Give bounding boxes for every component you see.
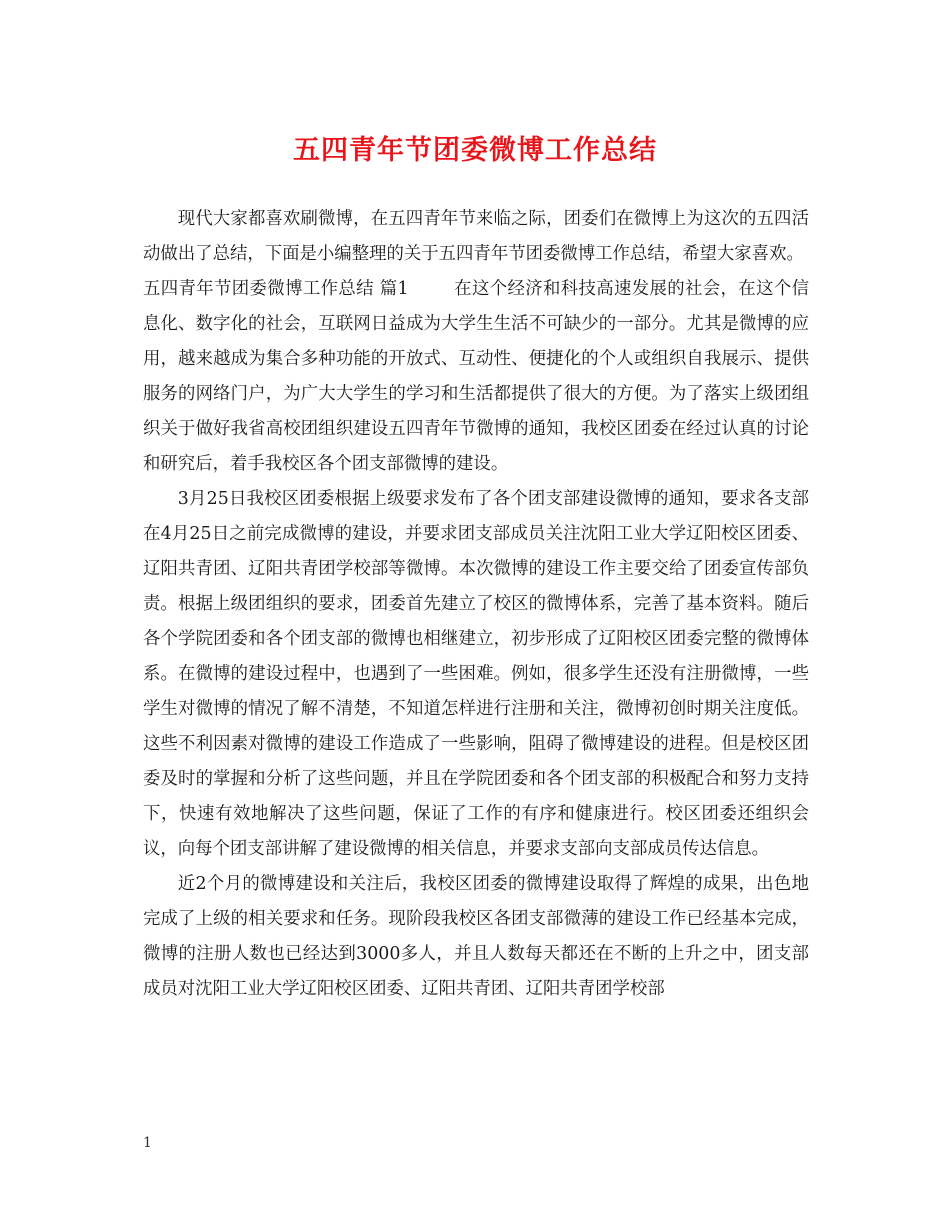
paragraph-text: 现代大家都喜欢刷微博，在五四青年节来临之际，团委们在微博上为这次的五四活动做出了总结，下面是小编整理的关于五四青年节团委微博工作总结，希望大家喜欢。 <box>143 209 809 264</box>
page-number: 1 <box>143 1135 152 1151</box>
document-body <box>143 202 809 1007</box>
body-paragraph <box>143 482 809 867</box>
paragraph-text: 在这个经济和科技高速发展的社会，在这个信息化、数字化的社会，互联网日益成为大学生生活不可缺少的一部分。尤其是微博的应用，越来越成为集合多种功能的开放式、互动性、便捷化的个人或组织自我展示、提供服务的网络门户，为广大大学生的学习和生活都提供了很大的方便。为了落实上级团组织关于做好我省高校团组织建设五四青年节微博的通知，我校区团委在经过认真的讨论和研究后，着手我校区各个团支部微博的建设。 <box>143 279 809 474</box>
body-paragraph <box>143 867 809 1007</box>
paragraph-text: 近2个月的微博建设和关注后，我校区团委的微博建设取得了辉煌的成果，出色地完成了上级的相关要求和任务。现阶段我校区各团支部微薄的建设工作已经基本完成，微博的注册人数也已经达到3000多人，并且人数每天都还在不断的上升之中，团支部成员对沈阳工业大学辽阳校区团委、辽阳共青团、辽阳共青团学校部 <box>143 874 809 999</box>
paragraph-text: 3月25日我校区团委根据上级要求发布了各个团支部建设微博的通知，要求各支部在4月25日之前完成微博的建设，并要求团支部成员关注沈阳工业大学辽阳校区团委、辽阳共青团、辽阳共青团学校部等微博。本次微博的建设工作主要交给了团委宣传部负责。根据上级团组织的要求，团委首先建立了校区的微博体系，完善了基本资料。随后各个学院团委和各个团支部的微博也相继建立，初步形成了辽阳校区团委完整的微博体系。在微博的建设过程中，也遇到了一些困难。例如，很多学生还没有注册微博，一些学生对微博的情况了解不清楚，不知道怎样进行注册和关注，微博初创时期关注度低。这些不利因素对微博的建设工作造成了一些影响，阻碍了微博建设的进程。但是校区团委及时的掌握和分析了这些问题，并且在学院团委和各个团支部的积极配合和努力支持下，快速有效地解决了这些问题，保证了工作的有序和健康进行。校区团委还组织会议，向每个团支部讲解了建设微博的相关信息，并要求支部向支部成员传达信息。 <box>143 489 809 859</box>
section-label: 五四青年节团委微博工作总结 篇1 <box>143 279 409 299</box>
document-title: 五四青年节团委微博工作总结 <box>293 135 657 166</box>
section-paragraph <box>143 272 809 482</box>
intro-paragraph <box>143 202 809 272</box>
